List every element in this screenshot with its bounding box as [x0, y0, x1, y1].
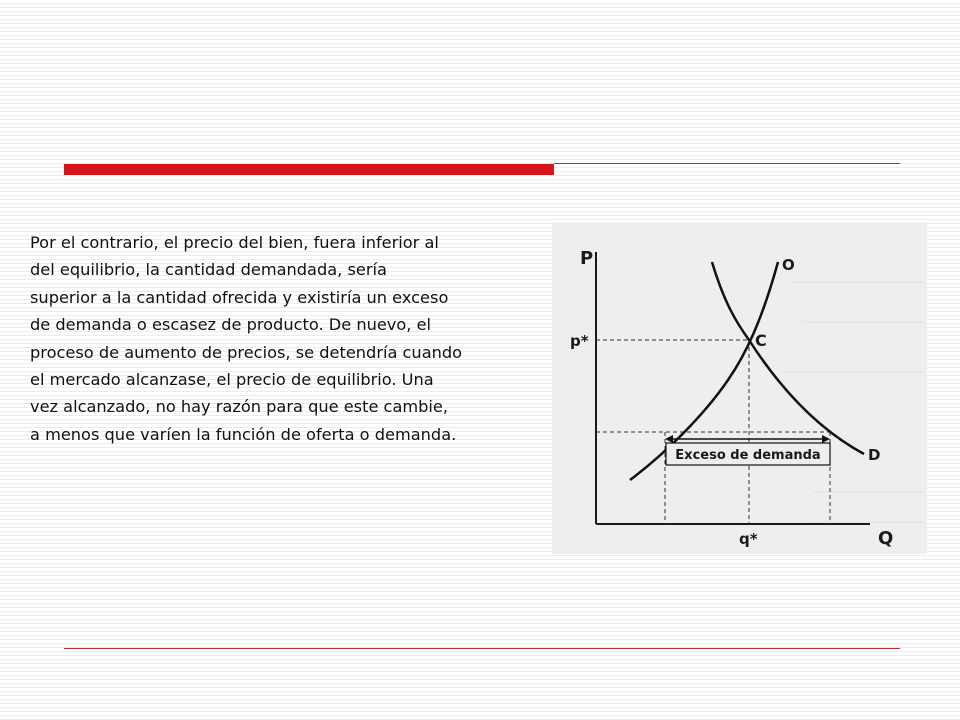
paragraph-line: Por el contrario, el precio del bien, fuera inferior al: [30, 233, 439, 252]
supply-demand-diagram: [552, 222, 927, 554]
paragraph-line: del equilibrio, la cantidad demandada, sería: [30, 260, 387, 280]
y-axis-label: P: [580, 248, 594, 269]
shortage-label: Exceso de demanda: [675, 448, 821, 463]
x-axis-label: Q: [878, 528, 894, 549]
top-divider: [554, 163, 900, 164]
paragraph-line: de demanda o escasez de producto. De nuevo, el: [30, 315, 432, 335]
equilibrium-quantity-label: q*: [739, 530, 758, 548]
accent-bar: [64, 164, 554, 175]
paragraph: [30, 229, 548, 448]
diagram-background: [552, 222, 927, 554]
equilibrium-price-label: p*: [570, 332, 589, 350]
paragraph-line: vez alcanzado, no hay razón para que este cambie,: [30, 397, 449, 417]
equilibrium-point-label: C: [755, 331, 767, 350]
paragraph-line: el mercado alcanzase, el precio de equilibrio. Una: [30, 370, 434, 390]
paragraph-line: proceso de aumento de precios, se detendría cuando: [30, 342, 463, 362]
supply-curve-label: O: [782, 256, 795, 274]
diagram-canvas: [552, 222, 927, 554]
paragraph-line: a menos que varíen la función de oferta o demanda.: [30, 424, 457, 444]
bottom-divider: [64, 648, 900, 649]
demand-curve-label: D: [868, 446, 881, 464]
paragraph-line: superior a la cantidad ofrecida y existiría un exceso: [30, 287, 449, 307]
